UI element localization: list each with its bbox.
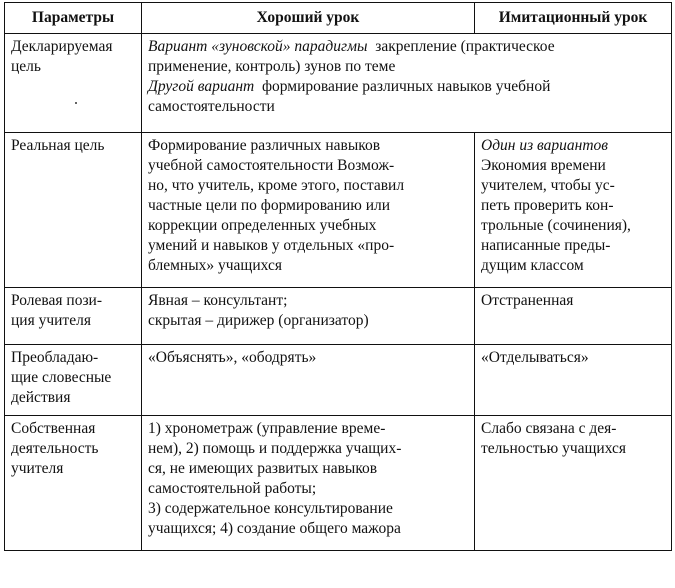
param-line: Реальная цель [11,137,105,154]
variant-2-label: Другой вариант [148,78,255,95]
text-line: учащихся; 4) создание общего мажора [148,520,401,537]
text-line: 1) хронометраж (управление време- [148,420,386,437]
variant-2-text: формирование различных навыков учебной [261,78,551,95]
good-lesson-cell [142,288,475,345]
text-line: нем), 2) помощь и поддержка учащих- [148,440,402,457]
param-line: ция учителя [11,312,91,329]
text-line: трольные (сочинения), [481,217,631,234]
imitation-lesson-cell [475,288,672,345]
text-line: частные цели по формированию или [148,197,391,214]
param-cell [5,133,142,288]
header-imitation-lesson: Имитационный урок [475,3,672,34]
text-line: «Объяснять», «ободрять» [148,349,317,366]
param-cell [5,345,142,416]
param-line: Декларируемая [11,38,113,55]
good-lesson-cell [142,416,475,551]
param-cell [5,34,142,133]
param-line: щие словесные [11,369,112,386]
text-line: учителем, чтобы ус- [481,177,615,194]
text-line: Экономия времени [481,157,606,174]
text-line: скрытая – дирижер (организатор) [148,312,369,329]
header-params: Параметры [5,3,142,34]
header-good-lesson: Хороший урок [142,3,475,34]
variant-2-line [148,77,665,97]
table-row-role-position [5,288,672,345]
text-line: но, что учитель, кроме этого, поставил [148,177,405,194]
param-cell [5,288,142,345]
good-lesson-cell-merged [142,34,672,133]
imitation-lesson-cell [475,345,672,416]
comparison-table [4,2,672,551]
table-row-real-goal [5,133,672,288]
variant-1-label: Вариант «зуновской» парадигмы [148,38,368,55]
text-line: тельностью учащихся [481,440,627,457]
text-line: Отстраненная [481,292,574,309]
text-line: самостоятельной работы; [148,480,317,497]
param-line: деятельность [11,440,99,457]
variant-1-line [148,37,665,57]
header-row [5,3,672,34]
text-line: дущим классом [481,257,584,274]
param-line: учителя [11,460,64,477]
param-line: действия [11,389,71,406]
text-line: учебной самостоятельности Возмож- [148,157,395,174]
param-line: Преобладаю- [11,349,99,366]
table-row-teacher-activity [5,416,672,551]
param-line: Собственная [11,420,96,437]
text-line: петь проверить кон- [481,197,614,214]
text-line: блемных» учащихся [148,257,282,274]
variant-1-text: закрепление (практическое [375,38,555,55]
text-line: ся, не имеющих развитых навыков [148,460,378,477]
param-line: цель [11,58,41,75]
text-line: 3) содержательное консультирование [148,500,393,517]
good-lesson-cell [142,345,475,416]
text-line: умений и навыков у отдельных «про- [148,237,395,254]
variant-2-line-2: самостоятельности [148,98,275,115]
text-line: Явная – консультант; [148,292,288,309]
imitation-lesson-cell [475,416,672,551]
imitation-lesson-cell [475,133,672,288]
text-line: «Отделываться» [481,349,589,366]
text-line: коррекции определенных учебных [148,217,377,234]
text-line: Слабо связана с дея- [481,420,617,437]
param-cell [5,416,142,551]
param-line: Ролевая пози- [11,292,103,309]
good-lesson-cell [142,133,475,288]
text-line: написанные преды- [481,237,611,254]
text-line: Формирование различных навыков [148,137,381,154]
imitation-variant-label: Один из вариантов [481,137,609,154]
table-row-declared-goal [5,34,672,133]
variant-1-line-2: применение, контроль) зунов по теме [148,58,396,75]
table-row-verbal-actions [5,345,672,416]
